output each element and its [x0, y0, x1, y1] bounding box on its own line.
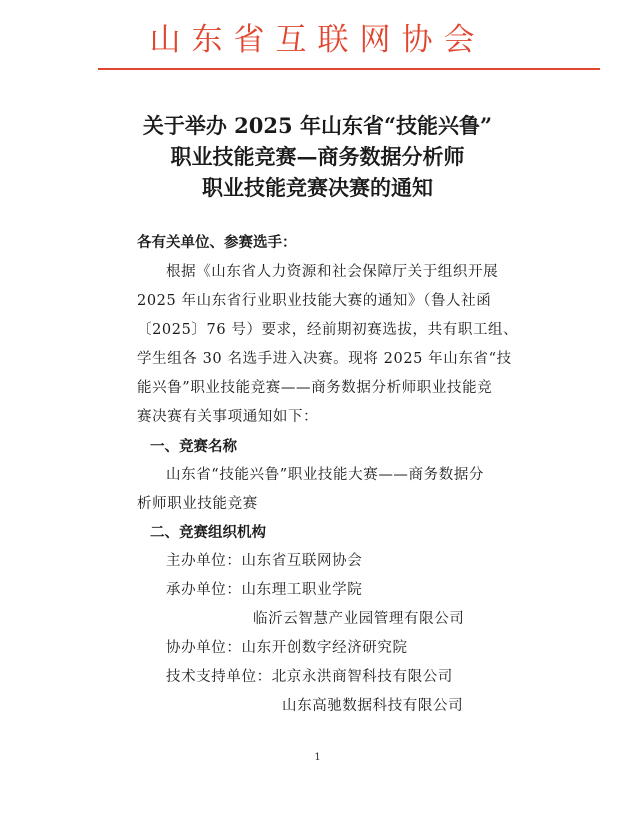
- intro-line-5: 能兴鲁”职业技能竞赛——商务数据分析师职业技能竞: [137, 380, 493, 396]
- page-number: 1: [314, 752, 321, 763]
- organizer-undertaker-2: 临沂云智慧产业园管理有限公司: [253, 611, 465, 627]
- intro-line-4: 学生组各 30 名选手进入决赛。现将 2025 年山东省“技: [137, 351, 512, 367]
- title-line-2: 职业技能竞赛—商务数据分析师: [170, 144, 465, 169]
- organizer-host: 主办单位：山东省互联网协会: [166, 553, 363, 569]
- title-line-1: 关于举办 2025 年山东省“技能兴鲁”: [142, 113, 493, 138]
- section-1-line-2: 析师职业技能竞赛: [137, 496, 258, 512]
- letterhead-org-name: 山东省互联网协会: [149, 22, 486, 58]
- letterhead-divider: [98, 68, 600, 70]
- intro-line-1: 根据《山东省人力资源和社会保障厅关于组织开展: [166, 264, 499, 280]
- intro-line-2: 2025 年山东省行业职业技能大赛的通知》（鲁人社函: [137, 293, 492, 309]
- intro-line-3: 〔2025〕76 号）要求，经前期初赛选拔，共有职工组、: [137, 322, 519, 338]
- section-2-heading: 二、竞赛组织机构: [150, 524, 266, 541]
- organizer-tech-support-1: 技术支持单位：北京永洪商智科技有限公司: [166, 669, 453, 685]
- salutation: 各有关单位、参赛选手：: [137, 234, 297, 251]
- notice-title: [60, 110, 575, 203]
- section-1-line-1: 山东省“技能兴鲁”职业技能大赛——商务数据分: [166, 467, 485, 483]
- organizer-co-host: 协办单位：山东开创数字经济研究院: [166, 640, 408, 656]
- organizer-tech-support-2: 山东高驰数据科技有限公司: [282, 698, 464, 714]
- organizer-undertaker-1: 承办单位：山东理工职业学院: [166, 582, 363, 598]
- section-1-body: [137, 461, 557, 519]
- section-1-heading: 一、竞赛名称: [150, 438, 237, 455]
- title-line-3: 职业技能竞赛决赛的通知: [202, 175, 433, 200]
- intro-line-6: 赛决赛有关事项通知如下：: [137, 409, 319, 425]
- intro-paragraph: [137, 258, 557, 432]
